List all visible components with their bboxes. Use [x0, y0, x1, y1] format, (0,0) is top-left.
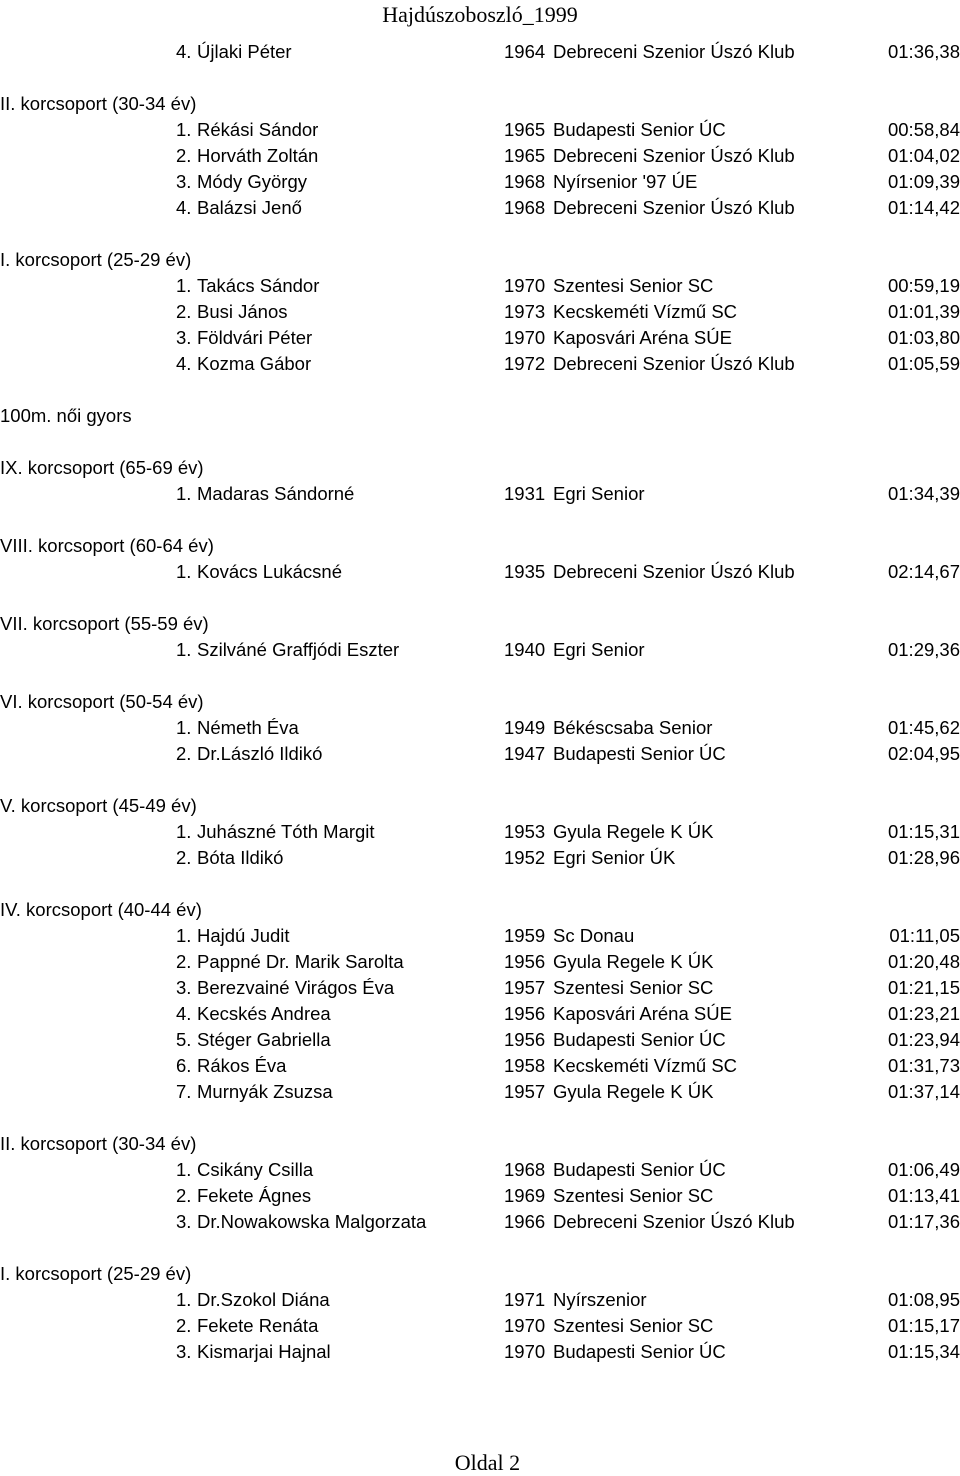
club-name: Kaposvári Aréna SÚE — [553, 1003, 732, 1024]
birth-year: 1964 — [504, 41, 546, 62]
club-name: Nyírszenior — [553, 1289, 647, 1310]
swimmer-name: Balázsi Jenő — [197, 197, 302, 218]
swimmer-name: Dr.László Ildikó — [197, 743, 323, 764]
place: 1. — [176, 483, 192, 504]
result-time: 01:03,80 — [887, 327, 960, 348]
swimmer-name: Dr.Nowakowska Malgorzata — [197, 1211, 427, 1232]
club-name: Kaposvári Aréna SÚE — [553, 327, 732, 348]
result-row — [0, 975, 960, 1001]
birth-year: 1973 — [504, 301, 546, 322]
result-row — [0, 1027, 960, 1053]
result-row — [0, 169, 960, 195]
result-row — [0, 559, 960, 585]
club-name: Szentesi Senior SC — [553, 275, 714, 296]
place: 3. — [176, 171, 192, 192]
birth-year: 1956 — [504, 1003, 546, 1024]
swimmer-name: Hajdú Judit — [197, 925, 290, 946]
place: 4. — [176, 353, 192, 374]
club-name: Budapesti Senior ÚC — [553, 743, 726, 764]
place: 1. — [176, 561, 192, 582]
swimmer-name: Szilváné Graffjódi Eszter — [197, 639, 400, 660]
result-time: 01:04,02 — [887, 145, 960, 166]
result-row — [0, 1157, 960, 1183]
result-time: 01:17,36 — [887, 1211, 960, 1232]
birth-year: 1931 — [504, 483, 546, 504]
club-name: Szentesi Senior SC — [553, 1185, 714, 1206]
age-group-heading: IX. korcsoport (65-69 év) — [0, 457, 204, 478]
place: 1. — [176, 275, 192, 296]
age-group-heading: VI. korcsoport (50-54 év) — [0, 691, 204, 712]
result-row — [0, 1079, 960, 1105]
result-time: 02:14,67 — [887, 561, 960, 582]
club-name: Gyula Regele K ÚK — [553, 821, 714, 842]
swimmer-name: Fekete Ágnes — [197, 1185, 312, 1206]
page-footer: Oldal 2 — [454, 1450, 521, 1475]
age-group-heading: II. korcsoport (30-34 év) — [0, 93, 197, 114]
birth-year: 1970 — [504, 327, 546, 348]
club-name: Kecskeméti Vízmű SC — [553, 1055, 738, 1076]
result-time: 01:29,36 — [887, 639, 960, 660]
result-row — [0, 325, 960, 351]
result-time: 01:34,39 — [887, 483, 960, 504]
swimmer-name: Madaras Sándorné — [197, 483, 355, 504]
place: 2. — [176, 743, 192, 764]
club-name: Békéscsaba Senior — [553, 717, 713, 738]
birth-year: 1966 — [504, 1211, 546, 1232]
place: 1. — [176, 119, 192, 140]
spacer — [0, 871, 960, 897]
swimmer-name: Busi János — [197, 301, 288, 322]
birth-year: 1953 — [504, 821, 546, 842]
club-name: Egri Senior — [553, 483, 645, 504]
result-row — [0, 741, 960, 767]
swimmer-name: Újlaki Péter — [197, 41, 292, 62]
result-time: 01:45,62 — [887, 717, 960, 738]
swimmer-name: Berezvainé Virágos Éva — [197, 977, 395, 998]
place: 7. — [176, 1081, 192, 1102]
age-group-heading: VIII. korcsoport (60-64 év) — [0, 535, 214, 556]
age-group-heading: I. korcsoport (25-29 év) — [0, 1263, 192, 1284]
result-row — [0, 949, 960, 975]
result-row — [0, 1209, 960, 1235]
place: 2. — [176, 847, 192, 868]
result-row — [0, 715, 960, 741]
place: 1. — [176, 925, 192, 946]
result-row — [0, 39, 960, 65]
place: 3. — [176, 1341, 192, 1362]
birth-year: 1968 — [504, 197, 546, 218]
result-row — [0, 1001, 960, 1027]
place: 1. — [176, 1289, 192, 1310]
result-row — [0, 143, 960, 169]
place: 3. — [176, 1211, 192, 1232]
age-group-heading: IV. korcsoport (40-44 év) — [0, 899, 202, 920]
result-time: 01:13,41 — [887, 1185, 960, 1206]
place: 2. — [176, 1185, 192, 1206]
swimmer-name: Takács Sándor — [197, 275, 320, 296]
swimmer-name: Pappné Dr. Marik Sarolta — [197, 951, 404, 972]
result-row — [0, 1053, 960, 1079]
place: 2. — [176, 951, 192, 972]
result-row — [0, 273, 960, 299]
place: 4. — [176, 197, 192, 218]
spacer — [0, 585, 960, 611]
result-row — [0, 195, 960, 221]
swimmer-name: Stéger Gabriella — [197, 1029, 331, 1050]
spacer — [0, 1235, 960, 1261]
place: 4. — [176, 41, 192, 62]
swimmer-name: Murnyák Zsuzsa — [197, 1081, 333, 1102]
result-time: 02:04,95 — [887, 743, 960, 764]
swimmer-name: Kismarjai Hajnal — [197, 1341, 331, 1362]
birth-year: 1970 — [504, 1341, 546, 1362]
result-time: 01:23,21 — [887, 1003, 960, 1024]
birth-year: 1940 — [504, 639, 546, 660]
result-time: 01:06,49 — [887, 1159, 960, 1180]
result-row — [0, 1183, 960, 1209]
club-name: Budapesti Senior ÚC — [553, 1341, 726, 1362]
spacer — [0, 1105, 960, 1131]
event-heading: 100m. női gyors — [0, 405, 132, 426]
place: 5. — [176, 1029, 192, 1050]
club-name: Szentesi Senior SC — [553, 1315, 714, 1336]
age-group-heading: VII. korcsoport (55-59 év) — [0, 613, 209, 634]
birth-year: 1957 — [504, 1081, 546, 1102]
result-time: 01:09,39 — [887, 171, 960, 192]
result-time: 01:31,73 — [887, 1055, 960, 1076]
spacer — [0, 429, 960, 455]
club-name: Sc Donau — [553, 925, 635, 946]
spacer — [0, 507, 960, 533]
club-name: Gyula Regele K ÚK — [553, 951, 714, 972]
place: 2. — [176, 145, 192, 166]
result-time: 01:01,39 — [887, 301, 960, 322]
place: 1. — [176, 821, 192, 842]
result-time: 01:23,94 — [887, 1029, 960, 1050]
birth-year: 1952 — [504, 847, 546, 868]
birth-year: 1935 — [504, 561, 546, 582]
place: 1. — [176, 1159, 192, 1180]
result-time: 01:28,96 — [887, 847, 960, 868]
age-group-heading: II. korcsoport (30-34 év) — [0, 1133, 197, 1154]
swimmer-name: Földvári Péter — [197, 327, 313, 348]
result-row — [0, 923, 960, 949]
club-name: Debreceni Szenior Úszó Klub — [553, 561, 795, 582]
birth-year: 1965 — [504, 119, 546, 140]
result-time: 00:58,84 — [887, 119, 960, 140]
birth-year: 1970 — [504, 1315, 546, 1336]
swimmer-name: Csikány Csilla — [197, 1159, 314, 1180]
birth-year: 1968 — [504, 171, 546, 192]
spacer — [0, 221, 960, 247]
spacer — [0, 663, 960, 689]
birth-year: 1970 — [504, 275, 546, 296]
club-name: Debreceni Szenior Úszó Klub — [553, 1211, 795, 1232]
result-time: 01:36,38 — [887, 41, 960, 62]
place: 4. — [176, 1003, 192, 1024]
birth-year: 1956 — [504, 1029, 546, 1050]
club-name: Kecskeméti Vízmű SC — [553, 301, 738, 322]
birth-year: 1959 — [504, 925, 546, 946]
club-name: Budapesti Senior ÚC — [553, 1029, 726, 1050]
swimmer-name: Horváth Zoltán — [197, 145, 319, 166]
spacer — [0, 767, 960, 793]
birth-year: 1949 — [504, 717, 546, 738]
result-time: 01:05,59 — [887, 353, 960, 374]
result-row — [0, 1287, 960, 1313]
birth-year: 1968 — [504, 1159, 546, 1180]
birth-year: 1947 — [504, 743, 546, 764]
place: 6. — [176, 1055, 192, 1076]
result-time: 01:20,48 — [887, 951, 960, 972]
club-name: Debreceni Szenior Úszó Klub — [553, 41, 795, 62]
club-name: Budapesti Senior ÚC — [553, 1159, 726, 1180]
place: 3. — [176, 977, 192, 998]
birth-year: 1969 — [504, 1185, 546, 1206]
result-row — [0, 819, 960, 845]
result-time: 01:15,34 — [887, 1341, 960, 1362]
swimmer-name: Rékási Sándor — [197, 119, 319, 140]
club-name: Budapesti Senior ÚC — [553, 119, 726, 140]
result-row — [0, 637, 960, 663]
result-time: 01:15,31 — [887, 821, 960, 842]
result-row — [0, 1339, 960, 1365]
result-row — [0, 481, 960, 507]
result-row — [0, 117, 960, 143]
result-row — [0, 299, 960, 325]
result-time: 01:37,14 — [887, 1081, 960, 1102]
age-group-heading: V. korcsoport (45-49 év) — [0, 795, 197, 816]
club-name: Nyírsenior '97 ÚE — [553, 171, 698, 192]
swimmer-name: Rákos Éva — [197, 1055, 287, 1076]
spacer — [0, 65, 960, 91]
result-time: 01:21,15 — [887, 977, 960, 998]
place: 2. — [176, 1315, 192, 1336]
swimmer-name: Bóta Ildikó — [197, 847, 284, 868]
swimmer-name: Juhászné Tóth Margit — [197, 821, 375, 842]
birth-year: 1956 — [504, 951, 546, 972]
result-row — [0, 351, 960, 377]
swimmer-name: Módy György — [197, 171, 308, 192]
result-row — [0, 1313, 960, 1339]
club-name: Egri Senior — [553, 639, 645, 660]
swimmer-name: Kecskés Andrea — [197, 1003, 331, 1024]
birth-year: 1958 — [504, 1055, 546, 1076]
birth-year: 1957 — [504, 977, 546, 998]
page-header: Hajdúszoboszló_1999 — [382, 2, 578, 27]
result-time: 00:59,19 — [887, 275, 960, 296]
club-name: Debreceni Szenior Úszó Klub — [553, 353, 795, 374]
swimmer-name: Kovács Lukácsné — [197, 561, 343, 582]
result-time: 01:15,17 — [887, 1315, 960, 1336]
swimmer-name: Németh Éva — [197, 717, 299, 738]
birth-year: 1971 — [504, 1289, 546, 1310]
place: 1. — [176, 639, 192, 660]
club-name: Debreceni Szenior Úszó Klub — [553, 197, 795, 218]
spacer — [0, 377, 960, 403]
result-time: 01:14,42 — [887, 197, 960, 218]
swimmer-name: Dr.Szokol Diána — [197, 1289, 330, 1310]
birth-year: 1972 — [504, 353, 546, 374]
results-list — [0, 39, 960, 1365]
club-name: Egri Senior ÚK — [553, 847, 676, 868]
place: 3. — [176, 327, 192, 348]
place: 2. — [176, 301, 192, 322]
result-time: 01:11,05 — [889, 925, 960, 946]
swimmer-name: Kozma Gábor — [197, 353, 312, 374]
club-name: Debreceni Szenior Úszó Klub — [553, 145, 795, 166]
club-name: Szentesi Senior SC — [553, 977, 714, 998]
result-time: 01:08,95 — [887, 1289, 960, 1310]
birth-year: 1965 — [504, 145, 546, 166]
result-row — [0, 845, 960, 871]
swimmer-name: Fekete Renáta — [197, 1315, 319, 1336]
club-name: Gyula Regele K ÚK — [553, 1081, 714, 1102]
place: 1. — [176, 717, 192, 738]
age-group-heading: I. korcsoport (25-29 év) — [0, 249, 192, 270]
